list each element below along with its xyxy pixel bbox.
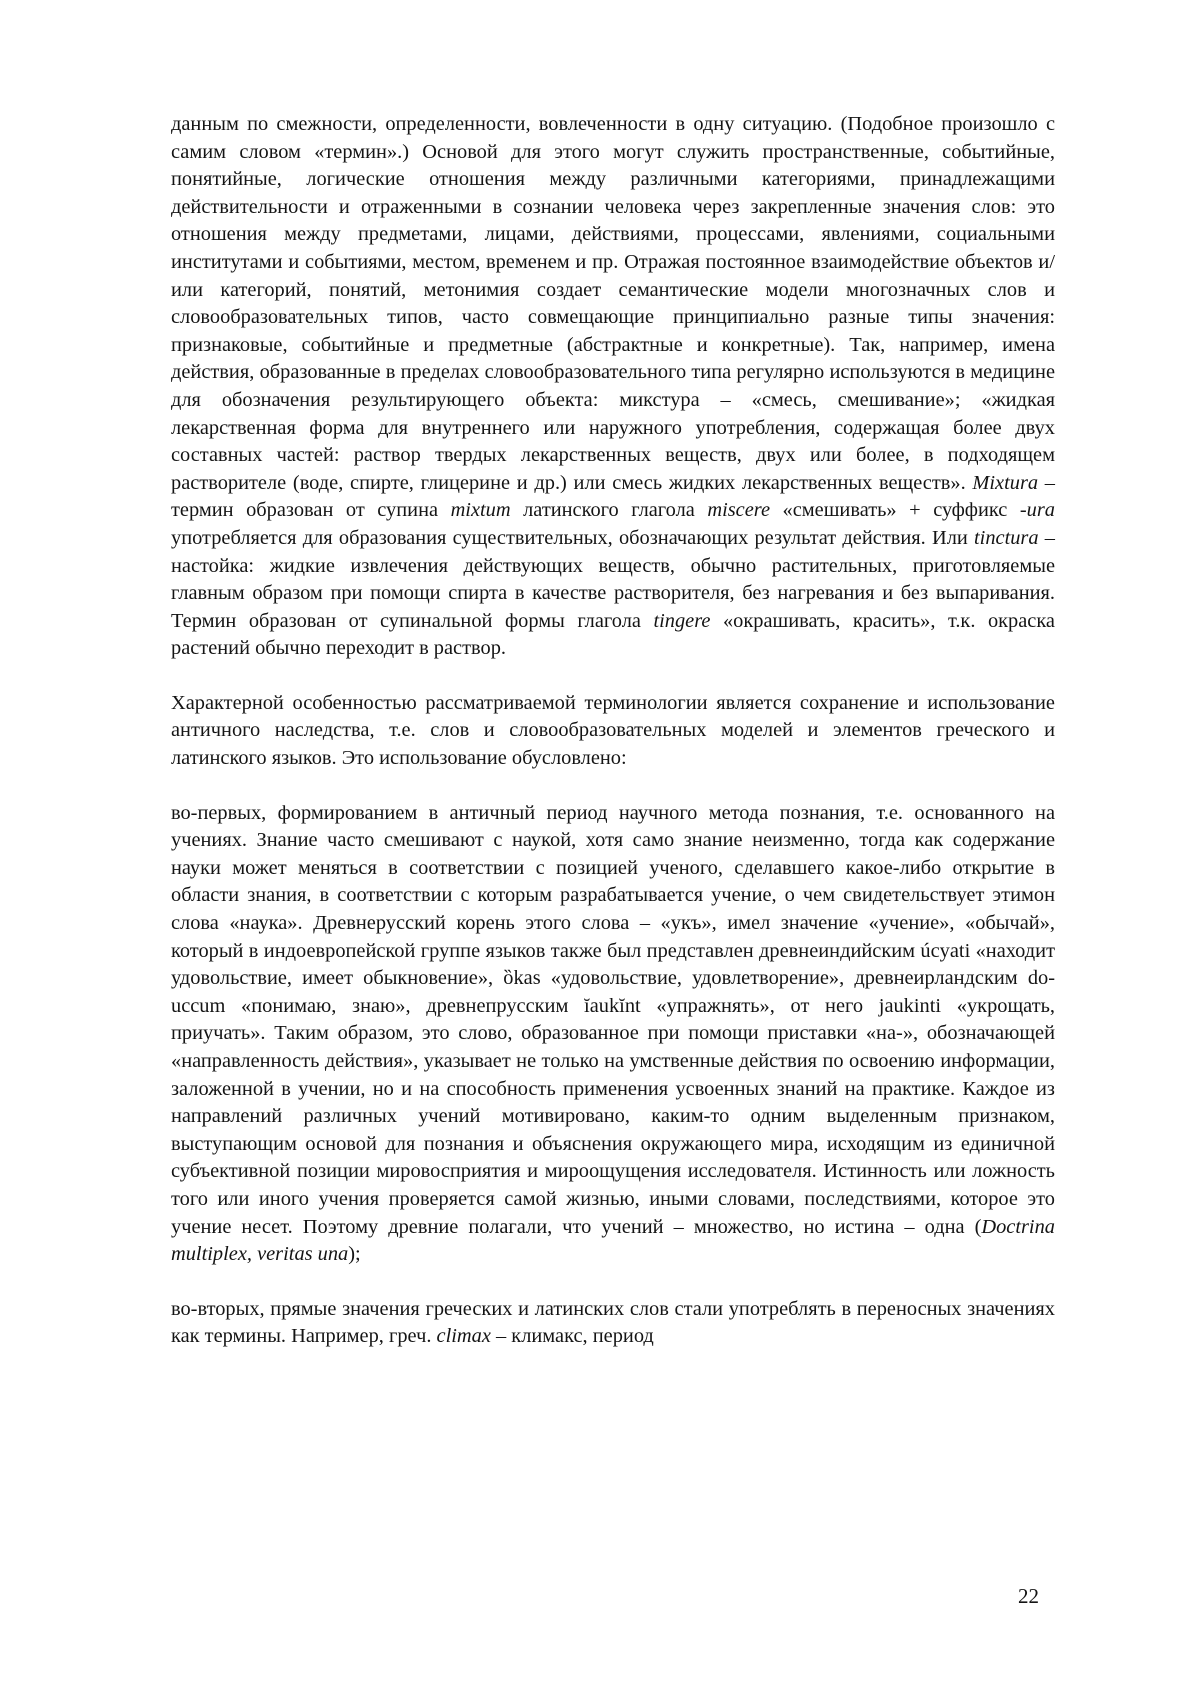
text-run: Характерной особенностью рассматриваемой терминологии является сохранение и использование античного наследства, т.е. слов и словообразовательных моделей и элементов греческого и латинского языков. Это использование обусловлено: bbox=[171, 691, 1055, 770]
italic-term: -ura bbox=[1019, 499, 1055, 522]
text-run: – настойка: жидкие извлечения действующих веществ, обычно растительных, приготовляемые главным образом при помощи спирта в качестве растворителя, без нагревания и без выпаривания. Термин образован от супинальной формы глагола bbox=[171, 526, 1055, 632]
italic-term: mixtum bbox=[450, 499, 511, 522]
text-run: латинского глагола bbox=[510, 499, 708, 522]
paragraph-1 bbox=[171, 111, 1055, 663]
italic-term: Doctrina multiplex, veritas una bbox=[171, 1215, 1055, 1266]
document-body bbox=[171, 111, 1055, 1351]
italic-term: tingere bbox=[653, 609, 711, 632]
paragraph-3 bbox=[171, 800, 1055, 1269]
text-run: «смешивать» + суффикс bbox=[770, 499, 1020, 522]
italic-term: tinctura bbox=[974, 526, 1039, 549]
italic-term: Mixtura bbox=[972, 471, 1039, 494]
text-run: «окрашивать, красить», т.к. окраска растений обычно переходит в раствор. bbox=[171, 609, 1055, 660]
text-run: – термин образован от супина bbox=[171, 471, 1056, 522]
text-run: – климакс, период bbox=[490, 1325, 654, 1348]
text-run: во-первых, формированием в античный период научного метода познания, т.е. основанного на учениях. Знание часто смешивают с наукой, хотя само знание неизменно, тогда как содержание науки может меняться в соответствии с позицией ученого, сделавшего какое-либо открытие в области знания, в соответствии с которым разрабатывается учение, о чем свидетельствует этимон слова «наука». Древнерусский корень этого слова – «укъ», имел значение «учение», «обычай», который в индоевропейской группе языков также был представлен древнеиндийским úcyati «находит удовольствие, имеет обыкновение», ȍkas «удовольствие, удовлетворение», древнеирландским do-uccum «понимаю, знаю», древнепрусским ĭaukĭnt «упражнять», от него jaukinti «укрощать, приучать». Таким образом, это слово, образованное при помощи приставки «на-», обозначающей «направленность действия», указывает не только на умственные действия по освоению информации, заложенной в учении, но и на способность применения усвоенных знаний на практике. Каждое из направлений различных учений мотивировано, каким-то одним выделенным признаком, выступающим основой для познания и объяснения окружающего мира, исходящим из единичной субъективной позиции мировосприятия и мироощущения исследователя. Истинность или ложность того или иного учения проверяется самой жизнью, иными словами, последствиями, которое это учение несет. Поэтому древние полагали, что учений – множество, но истина – одна ( bbox=[171, 801, 1055, 1238]
page-number: 22 bbox=[1018, 1584, 1039, 1608]
paragraph-2 bbox=[171, 690, 1055, 773]
text-run: ); bbox=[348, 1243, 361, 1266]
paragraph-4 bbox=[171, 1296, 1055, 1351]
text-run: употребляется для образования существительных, обозначающих результат действия. Или bbox=[171, 526, 974, 549]
italic-term: miscere bbox=[707, 499, 770, 522]
text-run: во-вторых, прямые значения греческих и латинских слов стали употреблять в переносных значениях как термины. Например, греч. bbox=[171, 1297, 1055, 1348]
italic-term: climax bbox=[436, 1325, 491, 1348]
text-run: данным по смежности, определенности, вовлеченности в одну ситуацию. (Подобное произошло с самим словом «термин».) Основой для этого могут служить пространственные, событийные, понятийные, логические отношения между различными категориями, принадлежащими действительности и отраженными в сознании человека через закрепленные значения слов: это отношения между предметами, лицами, действиями, процессами, явлениями, социальными институтами и событиями, местом, временем и пр. Отражая постоянное взаимодействие объектов и/или категорий, понятий, метонимия создает семантические модели многозначных слов и словообразовательных типов, часто совмещающие принципиально разные типы значения: признаковые, событийные и предметные (абстрактные и конкретные). Так, например, имена действия, образованные в пределах словообразовательного типа регулярно используются в медицине для обозначения результирующего объекта: микстура – «смесь, смешивание»; «жидкая лекарственная форма для внутреннего или наружного употребления, содержащая более двух составных частей: раствор твердых лекарственных веществ, двух или более, в подходящем растворителе (воде, спирте, глицерине и др.) или смесь жидких лекарственных веществ». bbox=[171, 113, 1055, 494]
